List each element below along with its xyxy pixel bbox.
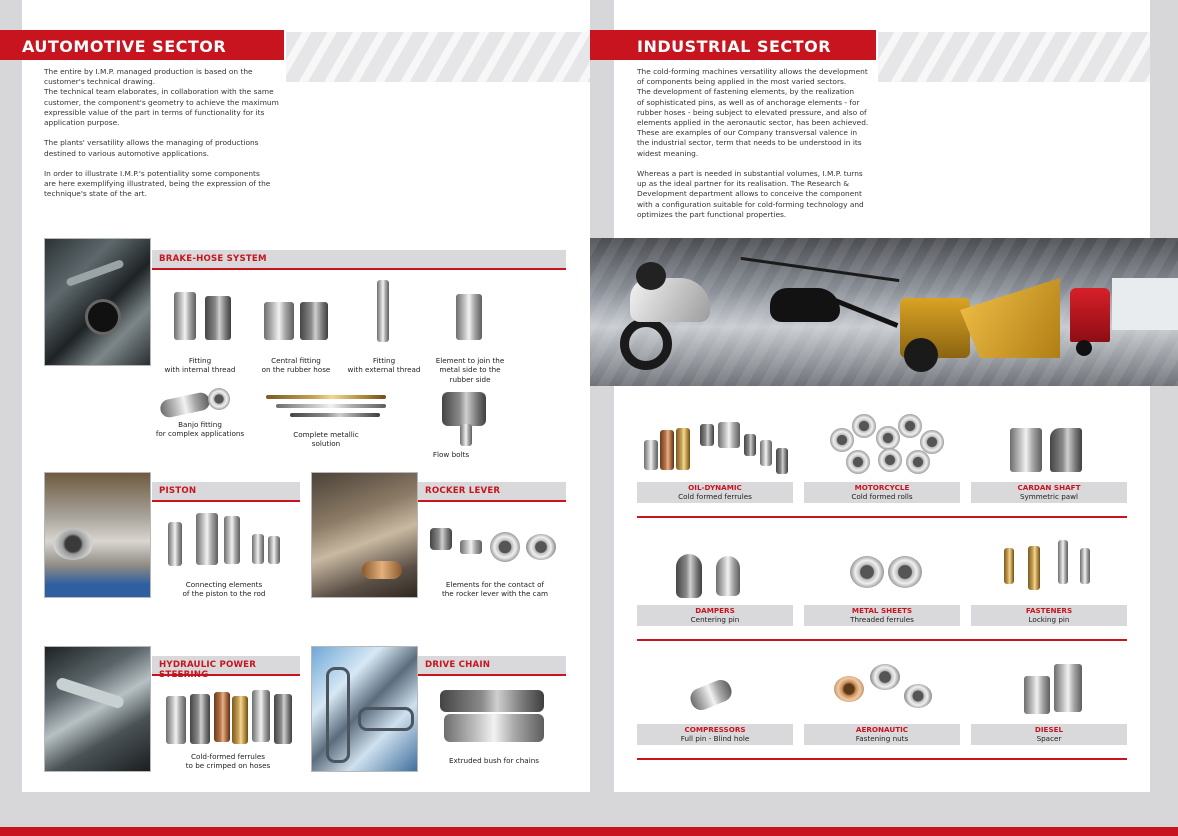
intro-paragraph: Whereas a part is needed in substantial volumes, I.M.P. turns up as the ideal partner for its realisation. The Research & Development department allows to conceive the component with a configuration suitable for cold-forming technology and optimizes the part functional properties. — [637, 169, 864, 219]
product-title: AERONAUTIC — [855, 725, 909, 734]
helicopter-graphic — [740, 248, 900, 358]
product-title: CARDAN SHAFT — [1017, 483, 1081, 492]
drive-chain-title: DRIVE CHAIN — [425, 660, 491, 670]
power-steering-header — [152, 656, 300, 680]
fitting-internal-thread-image — [174, 292, 196, 340]
oil-dynamic-image — [718, 422, 740, 448]
oil-dynamic-image — [760, 440, 772, 466]
truck-graphic — [1070, 278, 1178, 368]
piston-element-image — [252, 534, 264, 564]
product-title: COMPRESSORS — [684, 725, 746, 734]
product-subtitle: Threaded ferrules — [850, 615, 914, 625]
fitting-internal-thread-cut-image — [205, 296, 231, 340]
industrial-intro — [637, 67, 887, 230]
aeronautic-nut-image — [870, 664, 900, 690]
product-label-metal-sheets — [804, 605, 960, 626]
ferrule-image — [232, 696, 248, 744]
automotive-intro — [44, 67, 294, 210]
ferrule-image — [166, 696, 186, 744]
motorcycle-graphic — [600, 258, 720, 378]
metallic-solution-image — [266, 395, 386, 399]
brake-hose-title: BRAKE-HOSE SYSTEM — [159, 254, 267, 264]
header-stripes-left — [286, 32, 590, 82]
aeronautic-nut-image — [834, 676, 864, 702]
product-subtitle: Symmetric pawl — [1019, 492, 1079, 502]
rocker-element-image — [490, 532, 520, 562]
product-subtitle: Full pin - Blind hole — [680, 734, 750, 744]
central-fitting-cut-image — [300, 302, 328, 340]
diesel-spacer-image — [1054, 664, 1082, 712]
motorcycle-rolls-image — [852, 414, 876, 438]
caption-fitting-external: Fitting with external thread — [347, 356, 421, 375]
intro-paragraph: The entire by I.M.P. managed production is based on the customer's technical drawing. The technical team elaborates, in collaboration with the same customer, the component's geometry to achieve the maximum expressible value of the part in terms of functionality for its application purpose. — [44, 67, 279, 128]
rocker-element-image — [526, 534, 556, 560]
ferrule-image — [190, 694, 210, 744]
drive-chain-photo — [311, 646, 418, 772]
product-subtitle: Spacer — [1036, 734, 1062, 744]
header-stripes-right — [878, 32, 1150, 82]
oil-dynamic-image — [676, 428, 690, 470]
footer-strip — [0, 827, 1178, 836]
piston-element-image — [196, 513, 218, 565]
caption-metallic-solution: Complete metallic solution — [293, 430, 359, 449]
rocker-element-image — [460, 540, 482, 554]
motorcycle-rolls-image — [830, 428, 854, 452]
brake-hose-photo — [44, 238, 151, 366]
product-label-oil-dynamic — [637, 482, 793, 503]
motorcycle-rolls-image — [906, 450, 930, 474]
bush-image — [440, 690, 544, 712]
motorcycle-rolls-image — [898, 414, 922, 438]
product-label-aeronautic — [804, 724, 960, 745]
oil-dynamic-image — [776, 448, 788, 474]
motorcycle-rolls-image — [876, 426, 900, 450]
power-steering-title: HYDRAULIC POWER STEERING — [159, 660, 257, 680]
intro-paragraph: The plants' versatility allows the managing of productions destined to various automotive applications. — [44, 138, 259, 158]
divider — [637, 639, 1127, 641]
caption-power-steering: Cold-formed ferrules to be crimped on hoses — [185, 752, 271, 771]
product-label-diesel — [971, 724, 1127, 745]
caption-drive-chain: Extruded bush for chains — [448, 756, 540, 765]
product-subtitle: Locking pin — [1028, 615, 1070, 625]
join-element-image — [456, 294, 482, 340]
product-subtitle: Fastening nuts — [855, 734, 909, 744]
locking-pin-image — [1004, 548, 1014, 584]
piston-element-image — [224, 516, 240, 564]
piston-photo — [44, 472, 151, 598]
power-steering-photo — [44, 646, 151, 772]
caption-piston: Connecting elements of the piston to the rod — [182, 580, 266, 599]
piston-title: PISTON — [159, 486, 197, 496]
flow-bolts-image — [460, 424, 472, 446]
cardan-pawl-image — [1010, 428, 1042, 472]
motorcycle-rolls-image — [846, 450, 870, 474]
flow-bolts-image — [442, 392, 486, 426]
central-fitting-image — [264, 302, 294, 340]
locking-pin-image — [1028, 546, 1040, 590]
product-subtitle: Cold formed ferrules — [678, 492, 752, 502]
intro-paragraph: The cold-forming machines versatility allows the development of components being applied in the most varied sectors. The development of fastening elements, by the realization of sophisticated pins, as well as of anchorage elements - for rubber hoses - being subject to elevated pressure, and also of elements applied in the aeronautic sector, has been achieved. These are examples of our Company transversal valence in the industrial sector, term that needs to be understood in its widest meaning. — [637, 67, 869, 158]
brake-hose-header — [152, 250, 566, 270]
metallic-solution-image — [276, 404, 386, 408]
industrial-banner — [590, 238, 1178, 386]
ferrule-image — [274, 694, 292, 744]
banjo-ring-image — [208, 388, 230, 410]
intro-paragraph: In order to illustrate I.M.P.'s potentiality some components are here exemplifying illustrated, being the expression of the technique's state of the art. — [44, 169, 271, 199]
product-subtitle: Centering pin — [690, 615, 740, 625]
product-label-compressors — [637, 724, 793, 745]
product-title: METAL SHEETS — [851, 606, 913, 615]
rocker-lever-photo — [311, 472, 418, 598]
caption-join-element: Element to join the metal side to the rubber side — [435, 356, 505, 384]
ferrule-image — [252, 690, 270, 742]
divider — [637, 758, 1127, 760]
rocker-element-image — [430, 528, 452, 550]
industrial-sector-title: INDUSTRIAL SECTOR — [590, 30, 876, 60]
product-title: OIL-DYNAMIC — [688, 483, 742, 492]
ferrule-image — [214, 692, 230, 742]
product-label-motorcycle — [804, 482, 960, 503]
product-label-dampers — [637, 605, 793, 626]
dampers-pin-image — [676, 554, 702, 598]
rocker-lever-title: ROCKER LEVER — [425, 486, 501, 496]
caption-flow-bolts: Flow bolts — [432, 450, 470, 459]
loader-graphic — [890, 258, 1060, 378]
piston-element-image — [168, 522, 182, 566]
piston-header — [152, 482, 300, 502]
metallic-solution-image — [290, 413, 380, 417]
oil-dynamic-image — [744, 434, 756, 456]
diesel-spacer-image — [1024, 676, 1050, 714]
product-subtitle: Cold formed rolls — [851, 492, 913, 502]
aeronautic-nut-image — [904, 684, 932, 708]
product-label-fasteners — [971, 605, 1127, 626]
product-title: FASTENERS — [1025, 606, 1073, 615]
oil-dynamic-image — [644, 440, 658, 470]
locking-pin-image — [1058, 540, 1068, 584]
product-label-cardan-shaft — [971, 482, 1127, 503]
dampers-pin-image — [716, 556, 740, 596]
oil-dynamic-image — [660, 430, 674, 470]
oil-dynamic-image — [700, 424, 714, 446]
caption-rocker: Elements for the contact of the rocker lever with the cam — [441, 580, 549, 599]
cardan-pawl-image — [1050, 428, 1082, 472]
locking-pin-image — [1080, 548, 1090, 584]
threaded-ferrule-image — [850, 556, 884, 588]
automotive-sector-title: AUTOMOTIVE SECTOR — [0, 30, 284, 60]
caption-banjo-fitting: Banjo fitting for complex applications — [155, 420, 245, 439]
product-title: DIESEL — [1034, 725, 1064, 734]
drive-chain-header — [418, 656, 566, 676]
divider — [637, 516, 1127, 518]
caption-central-fitting: Central fitting on the rubber hose — [261, 356, 331, 375]
motorcycle-rolls-image — [878, 448, 902, 472]
bush-image — [444, 714, 544, 742]
fitting-external-thread-image — [377, 280, 389, 342]
rocker-lever-header — [418, 482, 566, 502]
piston-element-image — [268, 536, 280, 564]
product-title: DAMPERS — [695, 606, 735, 615]
product-title: MOTORCYCLE — [854, 483, 910, 492]
caption-fitting-internal: Fitting with internal thread — [164, 356, 236, 375]
threaded-ferrule-image — [888, 556, 922, 588]
